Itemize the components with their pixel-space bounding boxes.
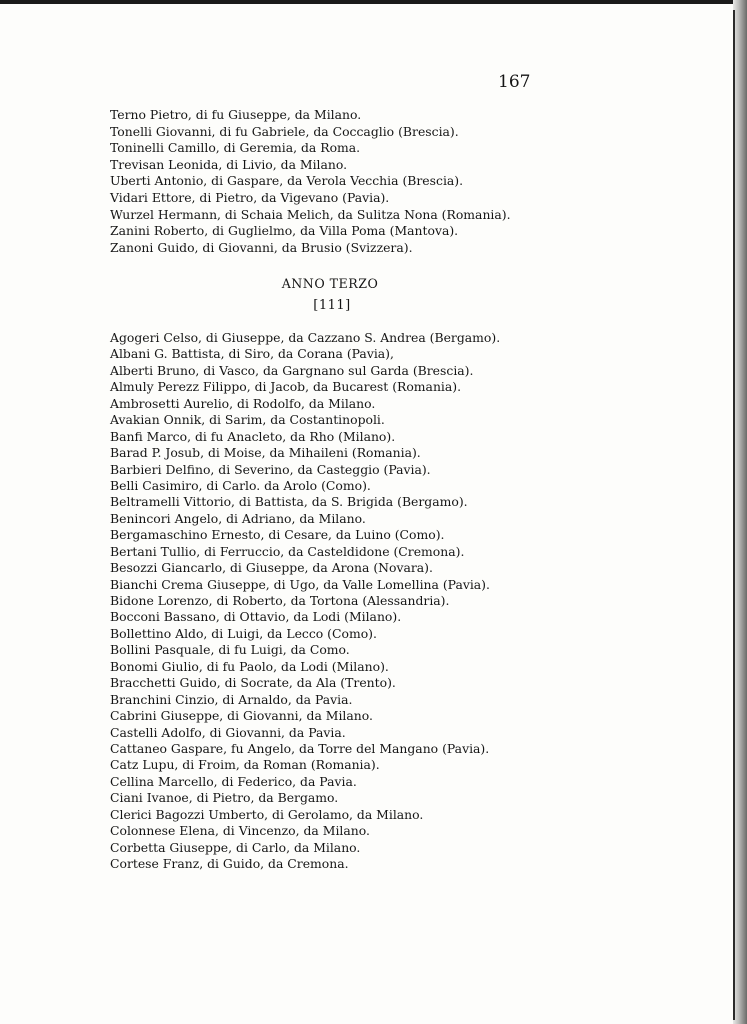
student-entry: Bollini Pasquale, di fu Luigi, da Como. xyxy=(110,642,350,658)
student-entry: Bidone Lorenzo, di Roberto, da Tortona (Alessandria). xyxy=(110,593,450,608)
student-entry: Belli Casimiro, di Carlo. da Arolo (Como). xyxy=(110,477,371,493)
student-entry: Barbieri Delfino, di Severino, da Casteggio (Pavia). xyxy=(110,461,431,477)
student-entry: Tonelli Giovanni, di fu Gabriele, da Coccaglio (Brescia). xyxy=(110,123,459,139)
student-entry: Clerici Bagozzi Umberto, di Gerolamo, da Milano. xyxy=(110,806,424,822)
page-binding-line xyxy=(733,10,735,1020)
student-entry: Wurzel Hermann, di Schaia Melich, da Sulitza Nona (Romania). xyxy=(110,206,511,222)
student-entry: Castelli Adolfo, di Giovanni, da Pavia. xyxy=(110,724,346,740)
student-entry: Beltramelli Vittorio, di Battista, da S. Brigida (Bergamo). xyxy=(110,494,468,510)
student-entry: Agogeri Celso, di Giuseppe, da Cazzano S. Andrea (Bergamo). xyxy=(110,330,501,345)
student-entry: Albani G. Battista, di Siro, da Corana (Pavia), xyxy=(110,346,394,362)
student-entry: Besozzi Giancarlo, di Giuseppe, da Arona (Novara). xyxy=(110,560,433,576)
student-entry: Vidari Ettore, di Pietro, da Vigevano (Pavia). xyxy=(110,189,390,205)
page-top-edge xyxy=(0,0,747,4)
student-entry: Catz Lupu, di Froim, da Roman (Romania). xyxy=(110,757,380,773)
student-entry: Benincori Angelo, di Adriano, da Milano. xyxy=(110,510,366,526)
student-entry: Trevisan Leonida, di Livio, da Milano. xyxy=(110,156,348,172)
student-entry: Bocconi Bassano, di Ottavio, da Lodi (Milano). xyxy=(110,609,402,625)
section-count: [111] xyxy=(313,298,351,313)
student-entry: Cabrini Giuseppe, di Giovanni, da Milano. xyxy=(110,708,373,724)
student-entry: Cortese Franz, di Guido, da Cremona. xyxy=(110,856,349,871)
student-entry: Colonnese Elena, di Vincenzo, da Milano. xyxy=(110,823,370,839)
page-number: 167 xyxy=(498,72,531,92)
student-entry: Banfi Marco, di fu Anacleto, da Rho (Milano). xyxy=(110,428,396,444)
student-entry: Bianchi Crema Giuseppe, di Ugo, da Valle Lomellina (Pavia). xyxy=(110,576,490,592)
student-list-third-year xyxy=(110,330,500,872)
student-entry: Bonomi Giulio, di fu Paolo, da Lodi (Milano). xyxy=(110,658,389,674)
student-entry: Bertani Tullio, di Ferruccio, da Casteldidone (Cremona). xyxy=(110,543,465,559)
student-entry: Uberti Antonio, di Gaspare, da Verola Vecchia (Brescia). xyxy=(110,173,464,189)
student-entry: Ambrosetti Aurelio, di Rodolfo, da Milano. xyxy=(110,395,376,411)
section-title: ANNO TERZO xyxy=(281,276,379,291)
student-entry: Bergamaschino Ernesto, di Cesare, da Luino (Como). xyxy=(110,527,445,543)
student-entry: Avakian Onnik, di Sarim, da Costantinopoli. xyxy=(110,412,385,428)
student-entry: Bollettino Aldo, di Luigi, da Lecco (Como). xyxy=(110,625,377,641)
student-list-previous-year xyxy=(110,107,511,256)
student-entry: Bracchetti Guido, di Socrate, da Ala (Trento). xyxy=(110,675,396,691)
student-entry: Zanini Roberto, di Guglielmo, da Villa Poma (Mantova). xyxy=(110,223,459,239)
student-entry: Almuly Perezz Filippo, di Jacob, da Bucarest (Romania). xyxy=(110,379,462,395)
student-entry: Branchini Cinzio, di Arnaldo, da Pavia. xyxy=(110,691,353,707)
student-entry: Cattaneo Gaspare, fu Angelo, da Torre del Mangano (Pavia). xyxy=(110,740,490,756)
student-entry: Cellina Marcello, di Federico, da Pavia. xyxy=(110,773,357,789)
student-entry: Barad P. Josub, di Moise, da Mihaileni (Romania). xyxy=(110,445,421,461)
page-binding-edge xyxy=(733,0,747,1024)
student-entry: Ciani Ivanoe, di Pietro, da Bergamo. xyxy=(110,790,339,806)
student-entry: Corbetta Giuseppe, di Carlo, da Milano. xyxy=(110,839,361,855)
student-entry: Zanoni Guido, di Giovanni, da Brusio (Svizzera). xyxy=(110,239,413,255)
student-entry: Toninelli Camillo, di Geremia, da Roma. xyxy=(110,140,361,156)
student-entry: Alberti Bruno, di Vasco, da Gargnano sul Garda (Brescia). xyxy=(110,362,474,378)
student-entry: Terno Pietro, di fu Giuseppe, da Milano. xyxy=(110,107,362,122)
